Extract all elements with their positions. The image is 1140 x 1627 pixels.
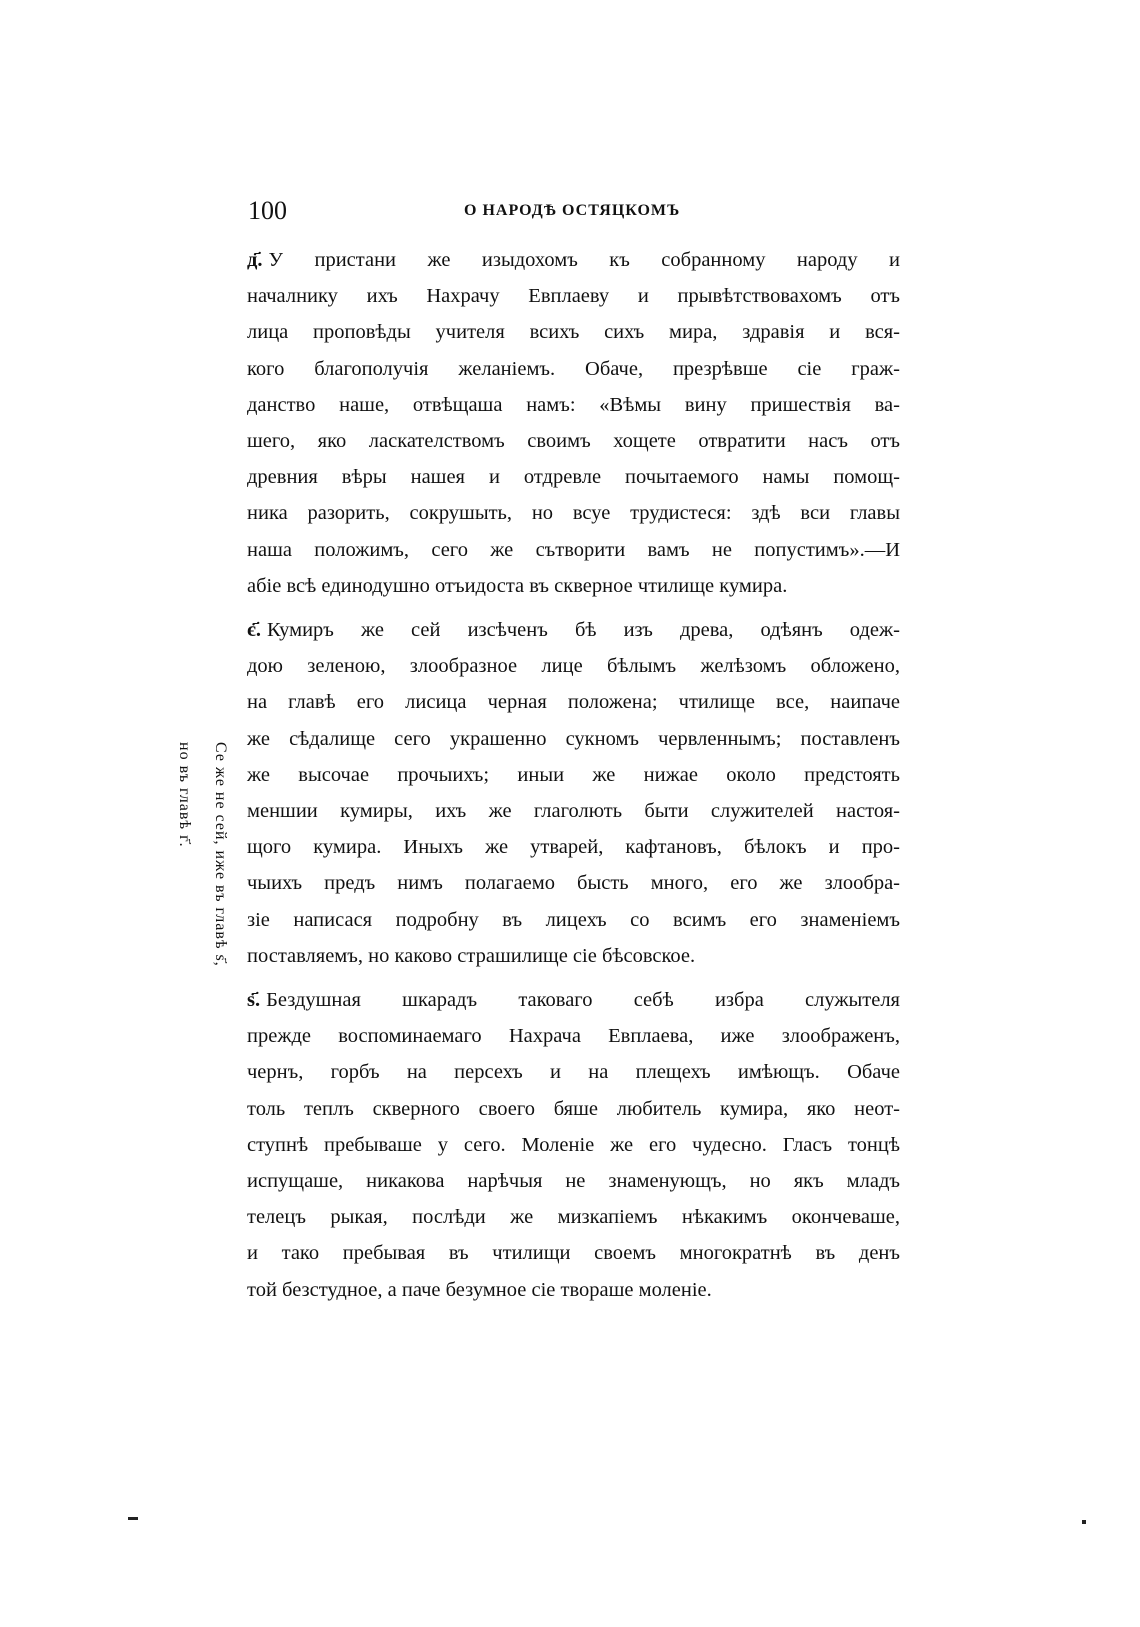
text-line: же сѣдалище сего украшенно сукномъ червленнымъ; поставленъ [247, 727, 900, 750]
text-line: меншии кумиры, ихъ же глаголють быти служителей настоя- [247, 799, 900, 822]
text-line: У пристани же изыдохомъ къ собранному народу и [268, 249, 900, 271]
text-line: чыихъ предъ нимъ полагаемо бысть много, его же злообра- [247, 872, 900, 895]
text-line: поставляемъ, но каково страшилище сіе бѣсовское. [247, 944, 696, 967]
paragraph-6 [247, 982, 900, 1308]
text-line: лица проповѣды учителя всихъ сихъ мира, здравія и вся- [247, 321, 900, 344]
text-line: ступнѣ пребываше у сего. Моленіе же его чудесно. Гласъ тонцѣ [247, 1133, 900, 1156]
text-line: же высочае прочыихъ; иныи же нижае около предстоять [247, 763, 900, 786]
text-line: толь теплъ скверного своего бяше любитель кумира, яко неот- [247, 1097, 900, 1120]
text-line: Бездушная шкарадъ таковаго себѣ избра служытеля [266, 989, 900, 1011]
text-line: шего, яко ласкателствомъ своимъ хощете отвратити насъ отъ [247, 429, 900, 452]
text-line: и тако пребывая въ чтилищи своемъ многократнѣ въ денъ [247, 1242, 900, 1265]
paragraph-4 [247, 242, 900, 604]
paragraph-5 [247, 612, 900, 974]
page-number: 100 [248, 196, 287, 225]
paragraph-number: ѕ҃. [247, 989, 261, 1011]
running-title: О НАРОДѢ ОСТЯЦКОМЪ [464, 202, 681, 219]
text-line: дою зеленою, злообразное лице бѣлымъ желѣзомъ обложено, [247, 655, 900, 678]
text-line: прежде воспоминаемаго Нахрача Евплаева, иже злоображенъ, [247, 1025, 900, 1048]
text-line: телецъ рыкая, послѣди же мизкапіемъ нѣкакимъ окончеваше, [247, 1206, 900, 1229]
text-line: на главѣ его лисица черная положена; чтилище все, наипаче [247, 691, 900, 714]
text-line: древния вѣры нашея и отдревле почытаемого намы помощ- [247, 466, 900, 489]
scan-speck [1082, 1520, 1086, 1524]
text-line: той безстудное, а паче безумное сіе твораше моленіе. [247, 1278, 712, 1301]
paragraph-number: є҃. [247, 619, 261, 641]
text-line: абіе всѣ единодушно отъидоста въ скверное чтилище кумира. [247, 574, 788, 597]
text-line: данство наше, отвѣщаша намъ: «Вѣмы вину пришествія ва- [247, 393, 900, 416]
scan-speck [128, 1517, 138, 1520]
text-line: щого кумира. Иныхъ же утварей, кафтановъ, бѣлокъ и про- [247, 836, 900, 859]
paragraph-number: д҃. [247, 249, 263, 271]
text-line: испущаше, никакова нарѣчыя не знаменующъ, но якъ младъ [247, 1169, 900, 1192]
text-line: зіе написася подробну въ лицехъ со всимъ его знаменіемъ [247, 908, 900, 931]
text-line: чернъ, горбъ на персехъ и на плещехъ имѣющъ. Обаче [247, 1061, 900, 1084]
margin-note-line: но въ главѣ г҃. [176, 742, 193, 848]
margin-note [162, 742, 238, 982]
text-line: наша положимъ, сего же сътворити вамъ не попустимъ».—И [247, 538, 900, 561]
text-line: кого благополучія желаніемъ. Обаче, презрѣвше сіе граж- [247, 357, 900, 380]
text-line: началнику ихъ Нахрачу Евплаеву и прывѣтствовахомъ отъ [247, 285, 900, 308]
margin-note-line: Се же не сей, иже въ главѣ ѕ҃, [212, 742, 229, 967]
text-line: ника разорить, сокрушыть, но всуе трудистеся: здѣ вси главы [247, 502, 900, 525]
text-line: Кумиръ же сей изсѣченъ бѣ изъ древа, одѣянъ одеж- [266, 619, 900, 641]
